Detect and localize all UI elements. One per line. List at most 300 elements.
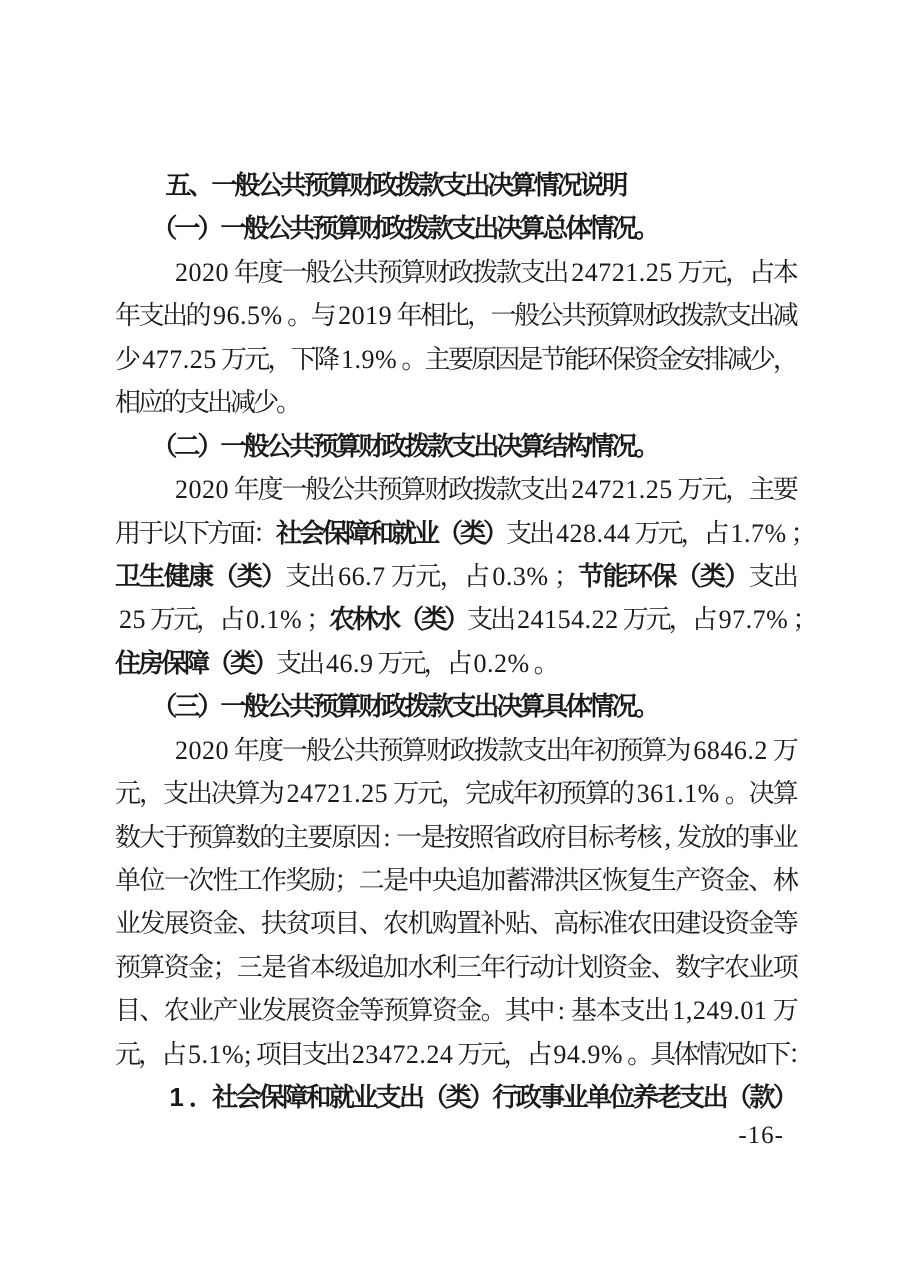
bold-text: ） xyxy=(483,517,510,548)
bold-text: 算 xyxy=(335,430,362,461)
body-text: 般 xyxy=(305,257,332,287)
body-text: 预 xyxy=(377,735,404,765)
bold-text: 般 xyxy=(243,430,270,461)
text-line xyxy=(115,598,819,641)
bold-text: ． xyxy=(188,1082,215,1113)
body-text: ， xyxy=(725,475,752,505)
body-text: 占 xyxy=(526,1039,553,1069)
body-text: 。 xyxy=(401,344,428,374)
body-text: 年 xyxy=(233,735,260,765)
body-text: 预 xyxy=(376,475,403,505)
body-text: 建 xyxy=(675,909,702,939)
body-text: ， xyxy=(680,518,707,548)
body-text: 补 xyxy=(480,909,507,939)
body-text: 生 xyxy=(650,866,677,895)
body-text: 的 xyxy=(161,388,188,418)
body-text: 数 xyxy=(675,952,702,982)
body-text: 基 xyxy=(570,996,597,1026)
body-text: 共 xyxy=(352,257,379,287)
body-text: 比 xyxy=(443,301,470,331)
body-text: 元 xyxy=(173,605,200,635)
bold-text: 共 xyxy=(289,213,316,244)
body-text: 展 xyxy=(285,996,312,1026)
body-text: 三 xyxy=(456,952,483,982)
body-text: 少 xyxy=(253,388,280,418)
bold-text: 出 xyxy=(473,213,500,244)
body-text: 、 xyxy=(236,909,263,939)
body-text: 共 xyxy=(353,735,380,765)
body-text: 占 xyxy=(748,257,775,287)
bold-text: 出 xyxy=(702,1082,729,1113)
body-text: 公 xyxy=(537,301,564,331)
body-text: 政 xyxy=(448,475,475,505)
bold-text: 构 xyxy=(565,430,592,461)
bold-text: 财 xyxy=(358,213,385,244)
bold-text: 算 xyxy=(519,213,546,244)
body-text: 资 xyxy=(188,909,215,939)
body-text: 贫 xyxy=(285,909,312,939)
bold-text: （ xyxy=(207,647,234,678)
body-text: 级 xyxy=(334,952,361,982)
bold-text: 共 xyxy=(289,430,316,461)
body-text: 况 xyxy=(719,1039,746,1069)
body-text: 中 xyxy=(529,996,556,1026)
bold-text: ） xyxy=(261,560,288,591)
text-line xyxy=(115,1033,815,1076)
body-text: 出 xyxy=(529,518,556,548)
bold-text: 款 xyxy=(427,430,454,461)
heading-line xyxy=(115,164,796,207)
body-text: 利 xyxy=(431,952,458,982)
bold-text: 政 xyxy=(381,213,408,244)
body-text: 减 xyxy=(230,388,257,418)
body-text: 资 xyxy=(633,344,660,374)
bold-text: 具 xyxy=(542,691,569,722)
bold-text: 能 xyxy=(602,560,629,591)
body-text: 、 xyxy=(650,952,677,982)
body-text: 财 xyxy=(424,257,451,287)
body-text: 元 xyxy=(115,1039,142,1069)
body-text: 24721.25 xyxy=(571,475,673,505)
bold-text: 和 xyxy=(305,1082,332,1113)
body-text: 数 xyxy=(235,822,262,852)
body-text: 本 xyxy=(595,996,622,1026)
bold-text: 单 xyxy=(585,1082,612,1113)
body-text: 66.7 xyxy=(338,561,386,591)
body-text: 占 xyxy=(219,605,246,635)
body-text: 般 xyxy=(305,735,332,765)
bold-text: 结 xyxy=(542,430,569,461)
body-text: 款 xyxy=(495,475,522,505)
bold-text: 、 xyxy=(188,170,215,200)
body-text: 政 xyxy=(448,257,475,287)
body-text: 97.7% xyxy=(718,605,789,635)
bold-text: 决 xyxy=(496,213,523,244)
bold-text: 出 xyxy=(473,691,500,722)
bold-text: 房 xyxy=(138,647,165,678)
body-text: 共 xyxy=(561,301,588,331)
bold-text: 情 xyxy=(588,691,615,722)
body-text: 算 xyxy=(234,779,261,809)
body-text: 产 xyxy=(675,866,702,895)
body-text: : xyxy=(383,822,392,852)
body-text: 预 xyxy=(383,996,410,1026)
bold-text: 保 xyxy=(651,560,678,591)
body-text: 算 xyxy=(139,952,166,982)
bold-text: （ xyxy=(675,560,702,591)
body-text: 拨 xyxy=(471,475,498,505)
body-text: 万 xyxy=(772,996,799,1026)
bold-text: 障 xyxy=(345,517,372,548)
body-text: 占 xyxy=(691,605,718,635)
body-text: ， xyxy=(668,605,695,635)
body-text: 、 xyxy=(139,996,166,1026)
body-text: 年 xyxy=(569,735,596,765)
body-text: ， xyxy=(467,301,494,331)
bold-text: 障 xyxy=(282,1082,309,1113)
body-text: 万 xyxy=(150,605,177,635)
body-text: ， xyxy=(138,779,165,809)
body-text: 428.44 xyxy=(556,518,631,548)
bold-text: 业 xyxy=(352,1082,379,1113)
body-text: 其 xyxy=(505,996,532,1026)
body-text: 年 xyxy=(233,475,260,505)
body-text: 农 xyxy=(382,909,409,939)
bold-text: 决 xyxy=(487,170,514,200)
bold-text: 业 xyxy=(414,517,441,548)
body-text: 目 xyxy=(564,822,591,852)
body-text: 款 xyxy=(495,257,522,287)
body-text: 46.9 xyxy=(326,648,374,678)
body-text: ； xyxy=(792,605,819,635)
body-text: 占 xyxy=(161,1039,188,1069)
body-text: 支 xyxy=(521,735,548,765)
body-text: 目 xyxy=(278,1039,305,1069)
body-text: 预 xyxy=(617,735,644,765)
body-text: 蓄 xyxy=(504,866,531,895)
body-text: 万 xyxy=(457,1039,484,1069)
bold-text: 业 xyxy=(562,1082,589,1113)
body-text: 24154.22 xyxy=(517,605,619,635)
bold-text: 二 xyxy=(174,430,201,461)
body-text: 预 xyxy=(115,952,142,982)
bold-text: 公 xyxy=(266,691,293,722)
bold-text: 社 xyxy=(276,517,303,548)
bold-text: （ xyxy=(422,1082,449,1113)
body-text: 贴 xyxy=(504,909,531,939)
body-text: 业 xyxy=(115,909,142,939)
body-text: 年 xyxy=(480,952,507,982)
body-text: 款 xyxy=(702,301,729,331)
body-text: 般 xyxy=(514,301,541,331)
body-text: 金 xyxy=(656,344,683,374)
body-text: 年 xyxy=(115,301,142,331)
bold-text: 决 xyxy=(496,691,523,722)
bold-text: 类 xyxy=(230,647,257,678)
body-text: 支 xyxy=(519,475,546,505)
body-text: 。 xyxy=(287,301,314,331)
body-text: 预 xyxy=(187,822,214,852)
body-text: 出 xyxy=(490,605,517,635)
body-text: 降 xyxy=(313,344,340,374)
bold-text: 类 xyxy=(421,604,448,635)
body-text: 算 xyxy=(407,996,434,1026)
bold-text: 款 xyxy=(427,213,454,244)
bold-text: 出 xyxy=(398,1082,425,1113)
bold-text: 预 xyxy=(312,691,339,722)
body-text: 23472.24 xyxy=(351,1039,454,1069)
body-text: 出 xyxy=(543,257,570,287)
body-text: 算 xyxy=(400,475,427,505)
body-text: 完 xyxy=(464,779,491,809)
body-text: 算 xyxy=(772,779,799,809)
bold-text: 社 xyxy=(212,1082,239,1113)
body-text: ； xyxy=(553,561,580,591)
body-text: 产 xyxy=(212,996,239,1026)
body-text: 出 xyxy=(545,735,572,765)
body-text: 财 xyxy=(424,475,451,505)
body-text: 2019 xyxy=(338,301,393,331)
body-text: 万 xyxy=(220,344,247,374)
bold-text: 行 xyxy=(492,1082,519,1113)
body-text: 为 xyxy=(665,735,692,765)
bold-text: 三 xyxy=(174,691,201,722)
body-text: 初 xyxy=(536,779,563,809)
body-text: 度 xyxy=(257,257,284,287)
bold-text: ） xyxy=(724,560,751,591)
body-text: 是 xyxy=(517,344,544,374)
text-line xyxy=(115,338,799,381)
body-text: 支 xyxy=(184,388,211,418)
body-text: ， xyxy=(267,344,294,374)
body-text: 资 xyxy=(310,996,337,1026)
body-text: 标 xyxy=(588,822,615,852)
body-text: 准 xyxy=(602,909,629,939)
body-text: 具 xyxy=(650,1039,677,1069)
body-text: ； xyxy=(334,866,361,895)
body-text: 款 xyxy=(497,735,524,765)
body-text: 的 xyxy=(608,779,635,809)
body-text: 一 xyxy=(281,735,308,765)
body-text: 金 xyxy=(748,909,775,939)
body-text: 排 xyxy=(703,344,730,374)
body-text: 元 xyxy=(417,779,444,809)
body-text: 24721.25 xyxy=(286,779,389,809)
body-text: 拨 xyxy=(678,301,705,331)
body-text: 要 xyxy=(772,475,799,505)
text-line xyxy=(115,642,796,685)
body-text: 核 xyxy=(636,822,663,852)
body-text: 金 xyxy=(626,952,653,982)
body-text: 节 xyxy=(540,344,567,374)
body-text: 决 xyxy=(748,779,775,809)
bold-text: 保 xyxy=(258,1082,285,1113)
body-text: 占 xyxy=(446,648,473,678)
bold-text: 般 xyxy=(243,213,270,244)
bold-text: 住 xyxy=(115,647,142,678)
body-text: 金 xyxy=(334,996,361,1026)
body-text: 为 xyxy=(258,779,285,809)
body-text: 本 xyxy=(772,257,799,287)
body-text: 环 xyxy=(587,344,614,374)
body-text: 支 xyxy=(285,561,312,591)
body-text: 般 xyxy=(305,475,332,505)
body-text: 一 xyxy=(281,257,308,287)
body-text: 477.25 xyxy=(142,344,217,374)
bold-text: ） xyxy=(772,1082,799,1113)
bold-text: 保 xyxy=(161,647,188,678)
bold-text: 类 xyxy=(445,1082,472,1113)
text-line xyxy=(115,294,799,337)
bold-text: 款 xyxy=(427,691,454,722)
body-text: 元 xyxy=(400,648,427,678)
body-text: 的 xyxy=(724,822,751,852)
body-text: 支 xyxy=(301,1039,328,1069)
body-text: 用 xyxy=(115,518,142,548)
body-text: 政 xyxy=(655,301,682,331)
bold-text: 算 xyxy=(335,213,362,244)
body-text: 预 xyxy=(584,301,611,331)
bold-text: 。 xyxy=(634,430,661,461)
body-text: 发 xyxy=(139,909,166,939)
bold-text: 支 xyxy=(450,213,477,244)
body-text: 出 xyxy=(186,779,213,809)
bold-text: 类 xyxy=(699,560,726,591)
body-text: 等 xyxy=(772,909,799,939)
body-text: ， xyxy=(138,1039,165,1069)
body-text: 追 xyxy=(456,866,483,895)
heading-line xyxy=(115,207,796,250)
body-text: 下 xyxy=(184,518,211,548)
body-text: 主 xyxy=(424,344,451,374)
bold-text: 况 xyxy=(611,430,638,461)
text-line xyxy=(115,251,799,294)
bold-text: 财 xyxy=(349,170,376,200)
body-text: 出 xyxy=(749,301,776,331)
body-text: 二 xyxy=(358,866,385,895)
body-text: 、 xyxy=(358,909,385,939)
body-text: 于 xyxy=(163,822,190,852)
body-text: 1,249.01 xyxy=(672,996,768,1026)
body-text: 资 xyxy=(723,909,750,939)
bold-text: 拨 xyxy=(404,213,431,244)
body-text: 24721.25 xyxy=(571,257,673,287)
body-text: 区 xyxy=(577,866,604,895)
bold-text: 保 xyxy=(322,517,349,548)
bold-text: 一 xyxy=(220,213,247,244)
body-text: 以 xyxy=(161,518,188,548)
body-text: 元 xyxy=(645,605,672,635)
body-text: 元 xyxy=(701,475,728,505)
body-text: 度 xyxy=(257,475,284,505)
bold-text: 况 xyxy=(611,213,638,244)
body-text: 田 xyxy=(650,909,677,939)
body-text: 事 xyxy=(748,822,775,852)
body-text: 性 xyxy=(212,866,239,895)
bold-text: 般 xyxy=(243,691,270,722)
body-text: 目 xyxy=(115,996,142,1026)
bold-text: 算 xyxy=(519,430,546,461)
bold-text: 一 xyxy=(220,691,247,722)
body-text: 体 xyxy=(673,1039,700,1069)
body-text: ： xyxy=(253,518,280,548)
bold-text: 支 xyxy=(679,1082,706,1113)
bold-text: 。 xyxy=(634,213,661,244)
body-text: 金 xyxy=(212,909,239,939)
body-text: 主 xyxy=(283,822,310,852)
body-text: 元 xyxy=(480,1039,507,1069)
body-text: 复 xyxy=(626,866,653,895)
body-text: 资 xyxy=(163,952,190,982)
body-text: 6846.2 xyxy=(693,735,768,765)
body-text: 展 xyxy=(163,909,190,939)
body-text: 下 xyxy=(290,344,317,374)
body-text: 支 xyxy=(519,257,546,287)
text-line xyxy=(115,512,817,555)
text-line xyxy=(115,772,799,815)
body-text: 本 xyxy=(309,952,336,982)
bold-text: 养 xyxy=(632,1082,659,1113)
body-text: 资 xyxy=(431,996,458,1026)
bold-text: 水 xyxy=(375,604,402,635)
bold-text: 生 xyxy=(139,560,166,591)
body-text: 1.9% xyxy=(341,344,398,374)
bold-text: （ xyxy=(398,604,425,635)
body-text: 的 xyxy=(259,822,286,852)
body-text: 万 xyxy=(677,257,704,287)
text-line xyxy=(115,381,796,424)
body-text: 元 xyxy=(701,257,728,287)
body-text: 标 xyxy=(577,909,604,939)
body-text: 下 xyxy=(765,1039,792,1069)
bold-text: 健 xyxy=(163,560,190,591)
body-text: 政 xyxy=(516,822,543,852)
body-text: 。 xyxy=(627,1039,654,1069)
body-text: 出 xyxy=(207,388,234,418)
body-text: 公 xyxy=(329,257,356,287)
body-text: 央 xyxy=(431,866,458,895)
body-text: 0.3% xyxy=(492,561,549,591)
body-text: 元 xyxy=(415,561,442,591)
bold-text: ） xyxy=(197,430,224,461)
body-text: 情 xyxy=(696,1039,723,1069)
body-text: 1.7% xyxy=(730,518,787,548)
body-text: 农 xyxy=(163,996,190,1026)
body-text: 。 xyxy=(724,779,751,809)
body-text: 出 xyxy=(772,561,799,591)
body-text: 金 xyxy=(456,996,483,1026)
bold-text: 卫 xyxy=(115,560,142,591)
body-text: 成 xyxy=(488,779,515,809)
bold-text: 类 xyxy=(460,517,487,548)
body-text: 省 xyxy=(285,952,312,982)
body-text: 与 xyxy=(310,301,337,331)
body-text: 方 xyxy=(207,518,234,548)
body-text: 出 xyxy=(643,996,670,1026)
body-text: 字 xyxy=(699,952,726,982)
body-text: 361.1% xyxy=(636,779,720,809)
body-text: 金 xyxy=(188,952,215,982)
bold-text: 款 xyxy=(749,1082,776,1113)
bold-text: （ xyxy=(725,1082,752,1113)
body-text: 安 xyxy=(680,344,707,374)
bold-text: 事 xyxy=(539,1082,566,1113)
heading-line xyxy=(115,685,796,728)
body-text: 公 xyxy=(329,735,356,765)
bold-text: 体 xyxy=(565,691,592,722)
body-text: ， xyxy=(439,561,466,591)
body-text: 年 xyxy=(233,257,260,287)
